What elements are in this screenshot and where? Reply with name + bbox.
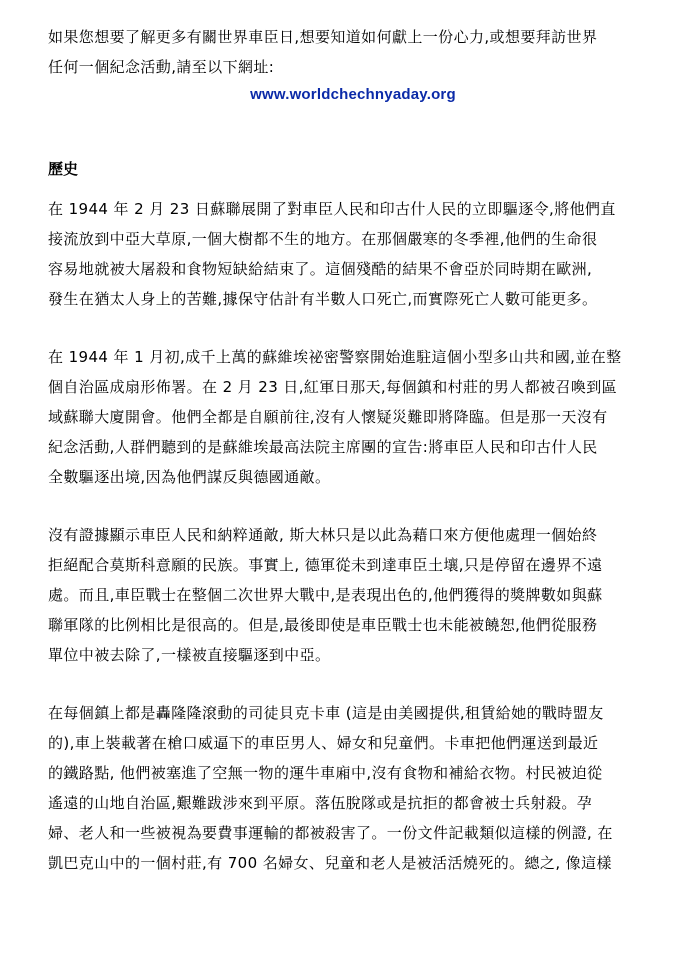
text-line: 的),車上裝載著在槍口威逼下的車臣男人、婦女和兒童們。卡車把他們運送到最近: [48, 734, 599, 752]
text-line: 沒有證據顯示車臣人民和納粹通敵, 斯大林只是以此為藉口來方便他處理一個始終: [48, 526, 598, 544]
paragraph-2: [48, 342, 658, 492]
text-line: 婦、老人和一些被視為要費事運輸的都被殺害了。一份文件記載類似這樣的例證, 在: [48, 824, 613, 842]
text-line: 聯軍隊的比例相比是很高的。但是,最後即使是車臣戰士也未能被饒恕,他們從服務: [48, 616, 598, 634]
text-line: 發生在猶太人身上的苦難,據保守估計有半數人口死亡,而實際死亡人數可能更多。: [48, 290, 598, 308]
text-line: 個自治區成扇形佈署。在 2 月 23 日,紅軍日那天,每個鎮和村莊的男人都被召喚到區: [48, 378, 618, 396]
text-line: 全數驅逐出境,因為他們謀反與德國通敵。: [48, 468, 331, 486]
text-line: 在每個鎮上都是轟隆隆滾動的司徒貝克卡車 (這是由美國提供,租賃給她的戰時盟友: [48, 704, 604, 722]
text-line: 單位中被去除了,一樣被直接驅逐到中亞。: [48, 646, 331, 664]
paragraph-1: [48, 194, 658, 314]
text-line: 域蘇聯大廈開會。他們全都是自願前往,沒有人懷疑災難即將降臨。但是那一天沒有: [48, 408, 608, 426]
intro-block: [48, 22, 658, 108]
intro-line: 任何一個紀念活動,請至以下網址:: [48, 58, 275, 76]
text-line: 在 1944 年 2 月 23 日蘇聯展開了對車臣人民和印古什人民的立即驅逐令,將他們直: [48, 200, 616, 218]
website-link[interactable]: www.worldchechnyaday.org: [250, 86, 456, 103]
text-line: 拒絕配合莫斯科意願的民族。事實上, 德軍從未到達車臣土壤,只是停留在邊界不遠: [48, 556, 603, 574]
paragraph-3: [48, 520, 658, 670]
text-line: 的鐵路點, 他們被塞進了空無一物的運牛車廂中,沒有食物和補給衣物。村民被迫從: [48, 764, 603, 782]
intro-line: 如果您想要了解更多有關世界車臣日,想要知道如何獻上一份心力,或想要拜訪世界: [48, 28, 598, 46]
text-line: 在 1944 年 1 月初,成千上萬的蘇維埃祕密警察開始進駐這個小型多山共和國,並在整: [48, 348, 622, 366]
paragraph-4: [48, 698, 658, 878]
text-line: 接流放到中亞大草原,一個大樹都不生的地方。在那個嚴寒的冬季裡,他們的生命很: [48, 230, 598, 248]
section-heading: 歷史: [48, 160, 79, 178]
text-line: 遙遠的山地自治區,艱難跋涉來到平原。落伍脫隊或是抗拒的都會被士兵射殺。孕: [48, 794, 593, 812]
text-line: 紀念活動,人群們聽到的是蘇維埃最高法院主席團的宣告:將車臣人民和印古什人民: [48, 438, 598, 456]
text-line: 容易地就被大屠殺和食物短缺給結束了。這個殘酷的結果不會亞於同時期在歐洲,: [48, 260, 593, 278]
text-line: 處。而且,車臣戰士在整個二次世界大戰中,是表現出色的,他們獲得的獎牌數如與蘇: [48, 586, 603, 604]
document-page: [48, 22, 658, 878]
text-line: 凱巴克山中的一個村莊,有 700 名婦女、兒童和老人是被活活燒死的。總之, 像這樣: [48, 854, 612, 872]
